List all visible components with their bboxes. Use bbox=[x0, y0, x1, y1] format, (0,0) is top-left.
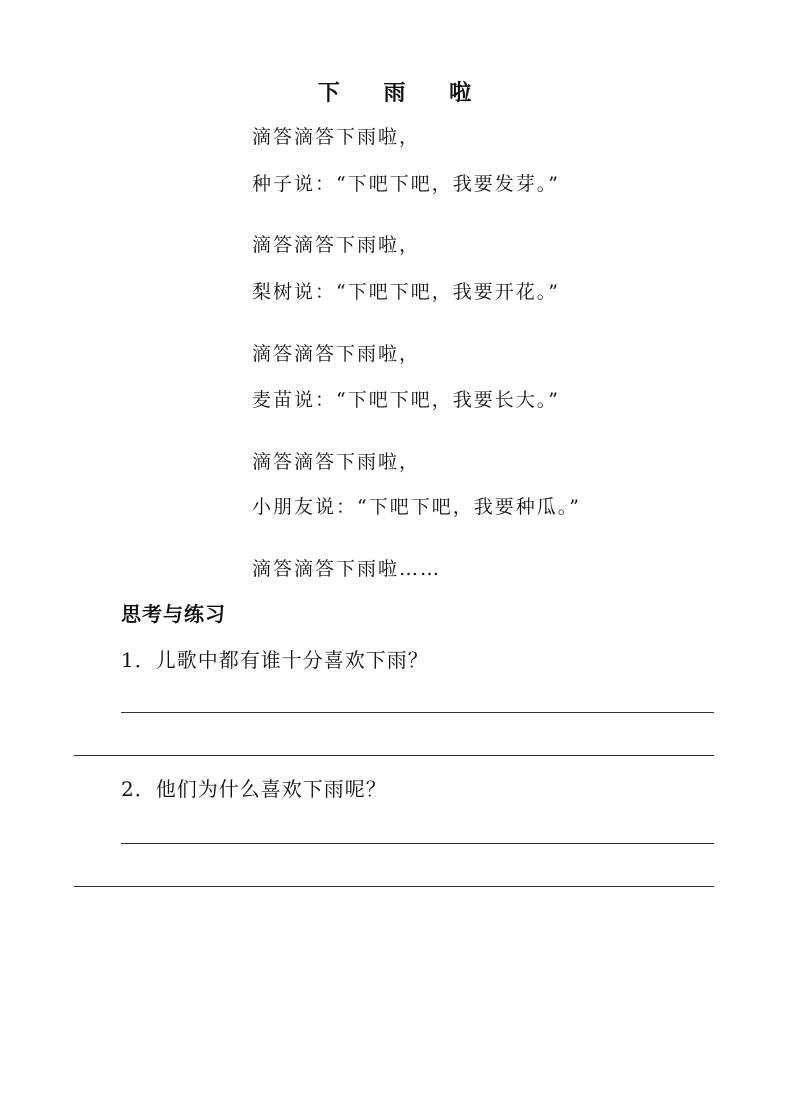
poem-line: 麦苗说：“下吧下吧，我要长大。” bbox=[252, 389, 560, 411]
poem-line: 滴答滴答下雨啦…… bbox=[252, 558, 442, 580]
poem-line: 滴答滴答下雨啦， bbox=[252, 234, 421, 256]
question-2: 2．他们为什么喜欢下雨呢？ bbox=[121, 777, 387, 801]
poem-line: 小朋友说：“下吧下吧，我要种瓜。” bbox=[252, 496, 581, 518]
answer-line bbox=[74, 886, 714, 887]
poem-line: 梨树说：“下吧下吧，我要开花。” bbox=[252, 281, 560, 303]
answer-line bbox=[121, 843, 714, 844]
poem-line: 滴答滴答下雨啦， bbox=[252, 126, 421, 148]
answer-line bbox=[74, 755, 714, 756]
page-title: 下 雨 啦 bbox=[317, 80, 490, 106]
answer-line bbox=[121, 712, 714, 713]
poem-line: 种子说：“下吧下吧，我要发芽。” bbox=[252, 173, 560, 195]
question-1: 1．儿歌中都有谁十分喜欢下雨？ bbox=[121, 648, 429, 672]
exercise-heading: 思考与练习 bbox=[121, 602, 226, 626]
poem-line: 滴答滴答下雨啦， bbox=[252, 343, 421, 365]
poem-line: 滴答滴答下雨啦， bbox=[252, 451, 421, 473]
